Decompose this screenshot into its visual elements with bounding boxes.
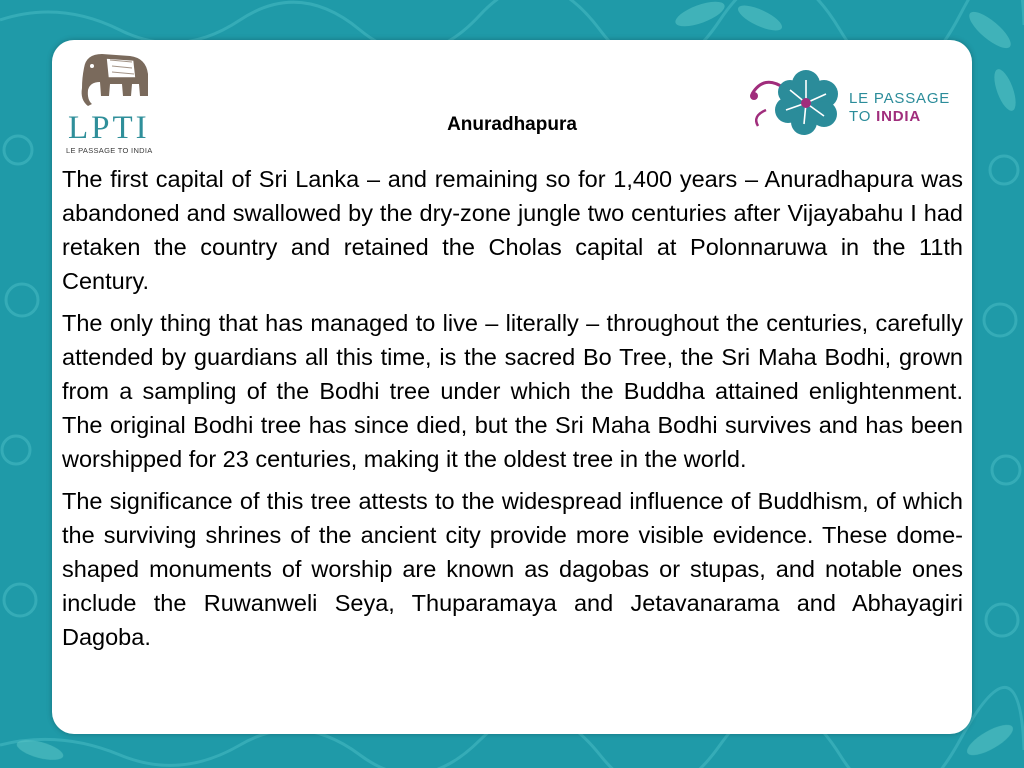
slide-title: Anuradhapura [447,114,577,135]
lpti-subtitle: LE PASSAGE TO INDIA [66,146,153,155]
line2-emphasis: INDIA [876,108,921,125]
paragraph-2: The only thing that has managed to live – literally – throughout the centuries, carefully attended by guardians all this time, is the sacred Bo Tree, the Sri Maha Bodhi, grown from a sampling of the Bodhi tree under which the Buddha attained enlightenment. The original Bodhi tree has since died, but the Sri Maha Bodhi survives and has been worshipped for 23 centuries, making it the oldest tree in the world. [62,310,963,472]
lpti-wordmark: LPTI [68,110,150,146]
paragraph-1: The first capital of Sri Lanka – and remaining so for 1,400 years – Anuradhapura was abandoned and swallowed by the dry-zone jungle two centuries after Vijayabahu I had retaken the country and retained the Cholas capital at Polonnaruwa in the 11th Century. [62,166,963,294]
line2-prefix: TO [849,108,877,125]
le-passage-line1: LE PASSAGE [849,90,951,107]
elephant-icon [76,48,156,110]
lpti-logo [62,48,172,160]
slide-body [62,162,963,662]
paragraph-3: The significance of this tree attests to the widespread influence of Buddhism, of which the surviving shrines of the ancient city provide more visible evidence. These dome-shaped monuments of worship are known as dagobas or stupas, and notable ones include the Ruwanweli Seya, Thuparamaya and Jetavanarama and Abhayagiri Dagoba. [62,488,963,650]
